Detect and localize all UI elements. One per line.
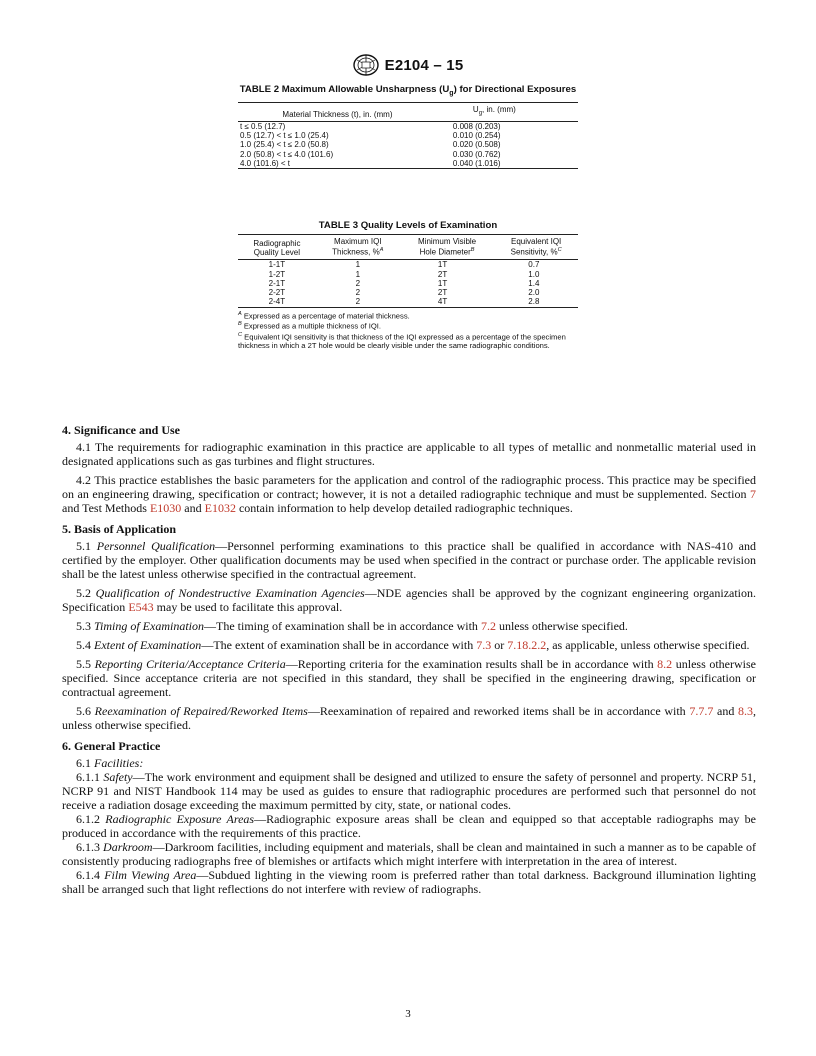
section-5-heading: 5. Basis of Application [62, 522, 177, 536]
table-row: 1.0 (25.4) < t ≤ 2.0 (50.8) 0.020 (0.508) [240, 140, 501, 150]
link-8-3[interactable]: 8.3 [738, 704, 753, 718]
link-7-2[interactable]: 7.2 [480, 619, 496, 633]
table-3-title: TABLE 3 Quality Levels of Examination [318, 220, 498, 231]
paragraph-5-3: 5.3 Timing of Examination—The timing of examination shall be in accordance with 7.2 unless otherwise specified. [76, 619, 628, 633]
paragraph-5-5: 5.5 Reporting Criteria/Acceptance Criteria—Reporting criteria for the examination results shall be in accordance with 8.2 unless otherwise specified. Since acceptance criteria are not specified in this standard, they shall be specified in the engineering drawing, specification or contractual agreement. [62, 657, 756, 699]
table-row: 2.0 (50.8) < t ≤ 4.0 (101.6) 0.030 (0.762) [240, 149, 501, 159]
section-6-heading: 6. General Practice [62, 739, 161, 753]
table-3-footnotes [238, 310, 578, 351]
table-row: 4.0 (101.6) < t 0.040 (1.016) [238, 159, 578, 169]
link-e1032[interactable]: E1032 [204, 501, 236, 515]
table-3-header-sensitivity: Equivalent IQI Sensitivity, %$^C$ [510, 237, 562, 257]
table-3-header-quality-level: Radiographic Quality Level [253, 238, 301, 257]
link-7-7-7[interactable]: 7.7.7 [689, 704, 714, 718]
table-row: 2-1T 2 1T 1.4 [268, 278, 540, 288]
table-row: 1-1T 1 1T 0.7 [268, 260, 540, 270]
link-e1030[interactable]: E1030 [149, 501, 182, 515]
table-3-header-min-hole: Minimum Visible Hole Diameter$^B$ [418, 237, 477, 257]
footnote-a: $^A$ Expressed as a percentage of material thickness. [238, 310, 410, 321]
paragraph-6-1-2: 6.1.2 Radiographic Exposure Areas—Radiographic exposure areas shall be clean and equipped so that acceptable radiographs may be produced in accordance with the requirements of this practice. [62, 812, 756, 840]
paragraph-4-1: 4.1 The requirements for radiographic examination in this practice are applicable to all types of metallic and nonmetallic material used in designated applications such as gas turbines and flight structures. [62, 440, 756, 468]
paragraph-5-1: 5.1 Personnel Qualification—Personnel performing examinations to this practice shall be qualified in accordance with NAS-410 and certified by the employer. Other qualification documents may be used when specified in the contract or purchase order. The applicable revision shall be the latest unless otherwise specified in the contractual agreement. [62, 539, 757, 581]
astm-logo-icon [353, 54, 379, 76]
link-7-3[interactable]: 7.3 [476, 638, 492, 652]
paragraph-5-6: 5.6 Reexamination of Repaired/Reworked Items—Reexamination of repaired and reworked items shall be in accordance with 7.7.7 and 8.3, unless otherwise specified. [62, 704, 756, 732]
paragraph-4-2: 4.2 This practice establishes the basic parameters for the application and control of the radiographic process. This practice may be specified on an engineering drawing, specification or contract; however, it is not a detailed radiographic technique and must be supplemented. Section 7 and Test Methods E1030 and E1032 contain information to help develop detailed radiographic techniques. [62, 473, 756, 515]
table-2 [238, 84, 578, 169]
table-row: 0.5 (12.7) < t ≤ 1.0 (25.4) 0.010 (0.254) [240, 131, 501, 141]
table-3-header-max-iqi: Maximum IQI Thickness, %$^A$ [332, 237, 384, 257]
paragraph-6-1: 6.1 Facilities: [76, 756, 144, 770]
table-2-header-thickness: Material Thickness (t), in. (mm) [282, 109, 393, 119]
section-6 [62, 739, 756, 896]
paragraph-6-1-4: 6.1.4 Film Viewing Area—Subdued lighting in the viewing room is preferred rather than total darkness. Background illumination lighting shall be arranged such that light reflections do not interfere with review of radiographs. [62, 868, 757, 896]
table-3 [238, 220, 578, 350]
table-2-header-unsharpness: $U_g$, in. (mm) [472, 104, 516, 117]
table-row: 1-2T 1 2T 1.0 [268, 269, 540, 279]
link-8-2[interactable]: 8.2 [657, 657, 673, 671]
section-4 [62, 423, 756, 515]
page-header [0, 54, 816, 81]
table-row: t ≤ 0.5 (12.7) 0.008 (0.203) [240, 121, 501, 131]
table-row: 2-4T 2 4T 2.8 [238, 297, 578, 307]
link-section-7[interactable]: 7 [750, 487, 756, 501]
footnote-b: $^B$ Expressed as a multiple thickness of IQI. [238, 321, 382, 331]
paragraph-5-4: 5.4 Extent of Examination—The extent of examination shall be in accordance with 7.3 or 7.18.2.2, as applicable, unless otherwise specified. [76, 638, 750, 652]
paragraph-6-1-3: 6.1.3 Darkroom—Darkroom facilities, including equipment and materials, shall be clean and maintained in such a manner as to be capable of consistently producing radiographs free of blemishes or artifacts which might interfere with interpretation in the area of interest. [62, 840, 757, 868]
document-id: E2104 – 15 [384, 56, 464, 74]
page-number: 3 [405, 1008, 411, 1020]
paragraph-5-2: 5.2 Qualification of Nondestructive Examination Agencies—NDE agencies shall be approved by the cognizant engineering organization. Specification E543 may be used to facilitate this approval. [62, 586, 757, 614]
paragraph-6-1-1: 6.1.1 Safety—The work environment and equipment shall be designed and utilized to ensure the safety of personnel and property. NCRP 51, NCRP 91 and NIST Handbook 114 may be used as guides to ensure that radiographic procedures are performed such that personnel do not receive a radiation dosage exceeding the maximum permitted by city, state, or national codes. [62, 770, 757, 812]
section-5 [62, 522, 756, 732]
footnote-c: $^C$ Equivalent IQI sensitivity is that thickness of the IQI expressed as a percentage of the specimen thickness in which a 2T hole would be clearly visible under the same radiographic conditions. [238, 331, 566, 351]
body-text [62, 423, 756, 903]
link-7-18-2-2[interactable]: 7.18.2.2 [507, 638, 547, 652]
link-e543[interactable]: E543 [128, 600, 154, 614]
table-2-title: TABLE 2 Maximum Allowable Unsharpness $(U_g)$ for Directional Exposures [239, 84, 577, 97]
section-4-heading: 4. Significance and Use [62, 423, 181, 437]
table-row: 2-2T 2 2T 2.0 [268, 288, 540, 298]
